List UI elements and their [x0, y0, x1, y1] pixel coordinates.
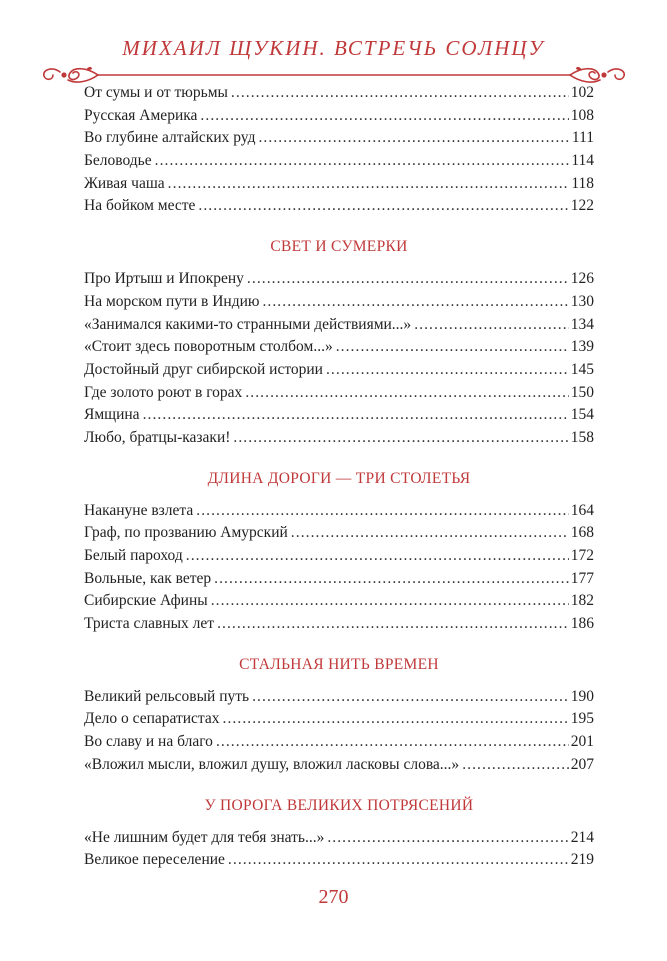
toc-entry-title: Триста славных лет [84, 615, 215, 633]
toc-entry-title: Накануне взлета [84, 501, 194, 519]
toc-entry [84, 568, 594, 591]
toc-entry [84, 500, 594, 523]
dot-leader [336, 336, 569, 359]
toc-entry-page: 214 [570, 828, 594, 846]
dot-leader [262, 291, 568, 314]
toc-entry-page: 186 [570, 615, 594, 633]
toc-entry [84, 359, 594, 382]
toc-entry-title: На бойком месте [84, 197, 196, 215]
toc-entry-title: Где золото роют в горах [84, 383, 243, 401]
page-header [0, 28, 667, 88]
dot-leader [291, 522, 569, 545]
dot-leader [200, 105, 568, 128]
toc-entry-page: 134 [570, 315, 594, 333]
dot-leader [217, 613, 569, 636]
toc-entry [84, 590, 594, 613]
toc-entry [84, 731, 594, 754]
toc-entry-title: Великий рельсовый путь [84, 687, 250, 705]
dot-leader [245, 382, 568, 405]
toc-entry-title: Великое переселение [84, 851, 225, 869]
toc-entry [84, 195, 594, 218]
toc-entry [84, 708, 594, 731]
dot-leader [223, 708, 569, 731]
dot-leader [198, 195, 568, 218]
toc-entry-title: Во глубине алтайских руд [84, 129, 256, 147]
toc-entry [84, 545, 594, 568]
toc-entry-title: «Стоит здесь поворотным столбом...» [84, 338, 333, 356]
toc-entry-page: 177 [570, 569, 594, 587]
toc-entry-title: Вольные, как ветер [84, 569, 212, 587]
toc-entry-page: 207 [570, 755, 594, 773]
dot-leader [252, 686, 569, 709]
dot-leader [211, 590, 569, 613]
toc-entry-page: 118 [571, 174, 594, 192]
toc-entry [84, 268, 594, 291]
toc-entry-page: 154 [570, 406, 594, 424]
toc-entry [84, 827, 594, 850]
toc-entry-title: «Занимался какими-то странными действиями...» [84, 315, 412, 333]
toc-entry-page: 126 [570, 270, 594, 288]
toc-entry [84, 522, 594, 545]
toc-entry-page: 102 [570, 84, 594, 101]
page-number: 270 [318, 886, 349, 908]
toc-entry-page: 219 [570, 851, 594, 869]
dot-leader [326, 359, 569, 382]
toc-entry-page: 164 [570, 501, 594, 519]
dot-leader [327, 827, 568, 850]
toc-entry-page: 114 [571, 152, 594, 170]
toc-entry-title: От сумы и от тюрьмы [84, 84, 228, 101]
toc-entry [84, 173, 594, 196]
toc-entry [84, 427, 594, 450]
dot-leader [231, 82, 569, 105]
toc-entry [84, 291, 594, 314]
toc-entry-title: Сибирские Афины [84, 592, 208, 610]
table-of-contents [84, 82, 594, 872]
toc-entry-page: 111 [571, 129, 594, 147]
toc-entry-page: 172 [570, 547, 594, 564]
running-title: МИХАИЛ ЩУКИН. ВСТРЕЧЬ СОЛНЦУ [122, 36, 545, 60]
toc-entry [84, 127, 594, 150]
toc-entry-title: Во славу и на благо [84, 733, 213, 751]
toc-entry-page: 145 [570, 360, 594, 378]
toc-entry-page: 139 [570, 338, 594, 356]
toc-entry-page: 130 [570, 292, 594, 310]
toc-entry-title: Достойный друг сибирской истории [84, 360, 323, 378]
section-heading: СТАЛЬНАЯ НИТЬ ВРЕМЕН [239, 655, 439, 673]
toc-entry-title: Ямщина [84, 406, 140, 424]
dot-leader [462, 754, 569, 777]
dot-leader [258, 127, 569, 150]
toc-entry-page: 108 [570, 106, 594, 124]
dot-leader [155, 150, 570, 173]
toc-entry-title: Живая чаша [84, 174, 165, 192]
toc-entry-page: 182 [570, 592, 594, 610]
toc-entry-page: 150 [570, 383, 594, 401]
toc-entry-page: 158 [570, 428, 594, 446]
dot-leader [196, 500, 569, 523]
toc-entry [84, 849, 594, 872]
toc-entry [84, 404, 594, 427]
toc-entry [84, 686, 594, 709]
toc-entry-title: «Вложил мысли, вложил душу, вложил ласковы слова...» [84, 755, 460, 773]
toc-entry [84, 382, 594, 405]
dot-leader [233, 427, 568, 450]
dot-leader [414, 314, 569, 337]
toc-entry [84, 82, 594, 105]
toc-entry [84, 150, 594, 173]
toc-entry-title: «Не лишним будет для тебя знать...» [84, 828, 325, 846]
toc-entry-title: Белый пароход [84, 547, 183, 564]
toc-entry-title: Любо, братцы-казаки! [84, 428, 231, 446]
toc-entry [84, 336, 594, 359]
dot-leader [143, 404, 569, 427]
toc-entry-page: 195 [570, 710, 594, 728]
section-heading: ДЛИНА ДОРОГИ — ТРИ СТОЛЕТЬЯ [207, 469, 471, 487]
dot-leader [216, 731, 569, 754]
toc-entry-title: Про Иртыш и Ипокрену [84, 270, 244, 288]
toc-entry-title: Русская Америка [84, 106, 198, 124]
toc-entry [84, 613, 594, 636]
toc-entry [84, 754, 594, 777]
toc-entry-title: Беловодье [84, 152, 152, 170]
dot-leader [247, 268, 569, 291]
toc-entry-page: 201 [570, 733, 594, 751]
toc-entry-title: Дело о сепаратистах [84, 710, 220, 728]
toc-entry-page: 190 [570, 687, 594, 705]
dot-leader [186, 545, 569, 568]
toc-entry-title: На морском пути в Индию [84, 292, 260, 310]
section-heading: У ПОРОГА ВЕЛИКИХ ПОТРЯСЕНИЙ [204, 796, 474, 814]
toc-entry-page: 168 [570, 524, 594, 542]
toc-entry-title: Граф, по прозванию Амурский [84, 524, 288, 542]
dot-leader [228, 849, 569, 872]
section-heading: СВЕТ И СУМЕРКИ [270, 238, 408, 256]
toc-entry [84, 105, 594, 128]
toc-entry-page: 122 [570, 197, 594, 215]
dot-leader [168, 173, 570, 196]
toc-entry [84, 314, 594, 337]
dot-leader [214, 568, 569, 591]
